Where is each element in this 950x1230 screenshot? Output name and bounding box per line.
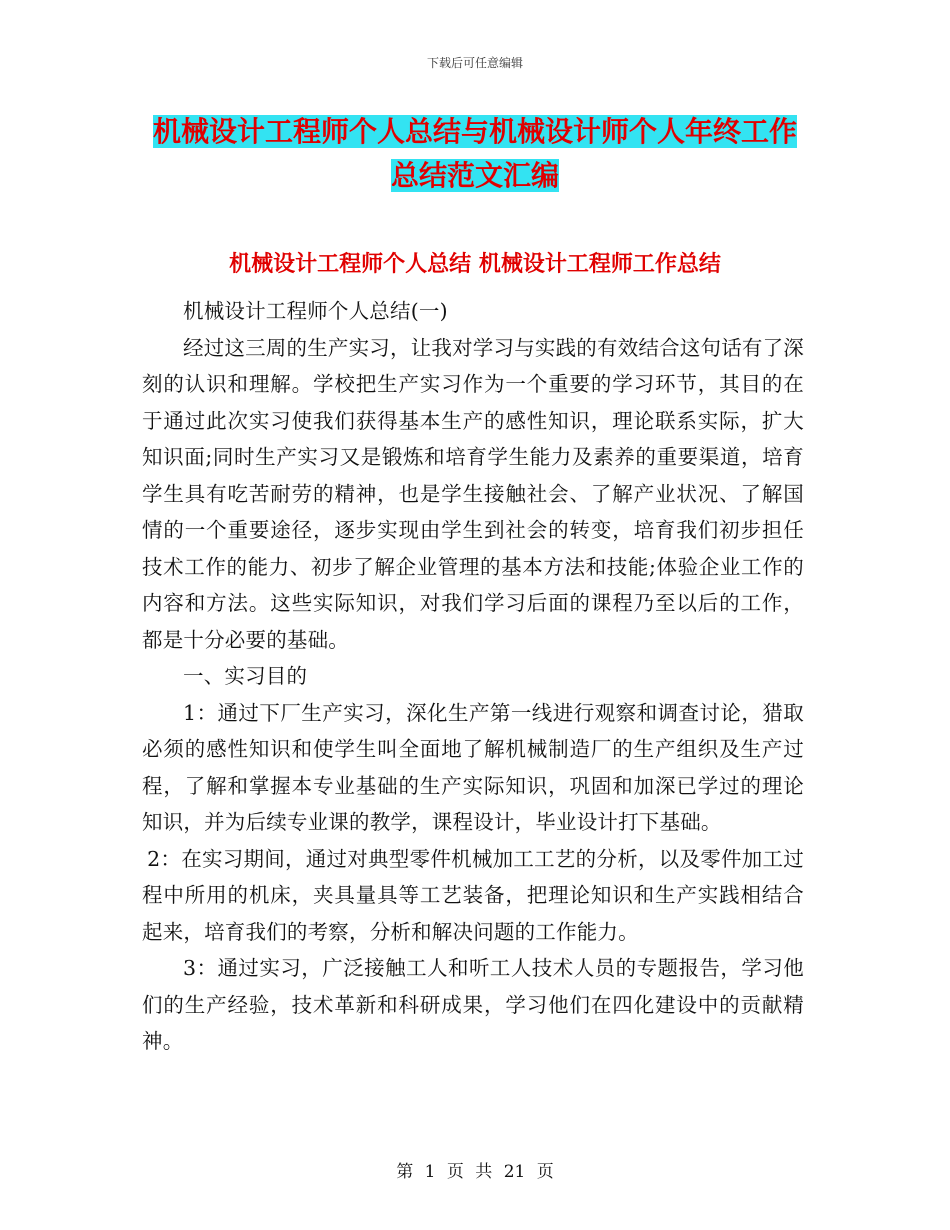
goal-3-paragraph: 3：通过实习，广泛接触工人和听工人技术人员的专题报告，学习他们的生产经验，技术革新和科研成果，学习他们在四化建设中的贡献精神。	[142, 956, 804, 1053]
goal-1-paragraph: 1：通过下厂生产实习，深化生产第一线进行观察和调查讨论，猎取必须的感性知识和使学生叫全面地了解机械制造厂的生产组织及生产过程，了解和掌握本专业基础的生产实际知识，巩固和加深已学过的理论知识，并为后续专业课的教学，课程设计，毕业设计打下基础。	[142, 700, 804, 834]
header-note: 下载后可任意编辑	[426, 56, 523, 70]
intro-paragraph: 经过这三周的生产实习，让我对学习与实践的有效结合这句话有了深刻的认识和理解。学校把生产实习作为一个重要的学习环节，其目的在于通过此次实习使我们获得基本生产的感性知识，理论联系实际，扩大知识面;同时生产实习又是锻炼和培育学生能力及素养的重要渠道，培育学生具有吃苦耐劳的精神，也是学生接触社会、了解产业状况、了解国情的一个重要途径，逐步实现由学生到社会的转变，培育我们初步担任技术工作的能力、初步了解企业管理的基本方法和技能;体验企业工作的内容和方法。这些实际知识，对我们学习后面的课程乃至以后的工作，都是十分必要的基础。	[142, 335, 804, 652]
document-title-line-2: 总结范文汇编	[390, 159, 559, 192]
page-footer: 第 1 页 共 21 页	[396, 1162, 554, 1182]
subtitle-paragraph: 机械设计工程师个人总结(一)	[183, 299, 448, 323]
section-heading: 机械设计工程师个人总结 机械设计工程师工作总结	[229, 252, 721, 277]
document-title-line-1: 机械设计工程师个人总结与机械设计师个人年终工作	[152, 115, 797, 148]
body-text	[142, 293, 804, 1060]
heading-paragraph: 一、实习目的	[183, 664, 308, 688]
document-title	[120, 110, 830, 198]
goal-2-paragraph: 2：在实习期间，通过对典型零件机械加工工艺的分析，以及零件加工过程中所用的机床，夹具量具等工艺装备，把理论知识和生产实践相结合起来，培育我们的考察，分析和解决问题的工作能力。	[142, 846, 804, 944]
